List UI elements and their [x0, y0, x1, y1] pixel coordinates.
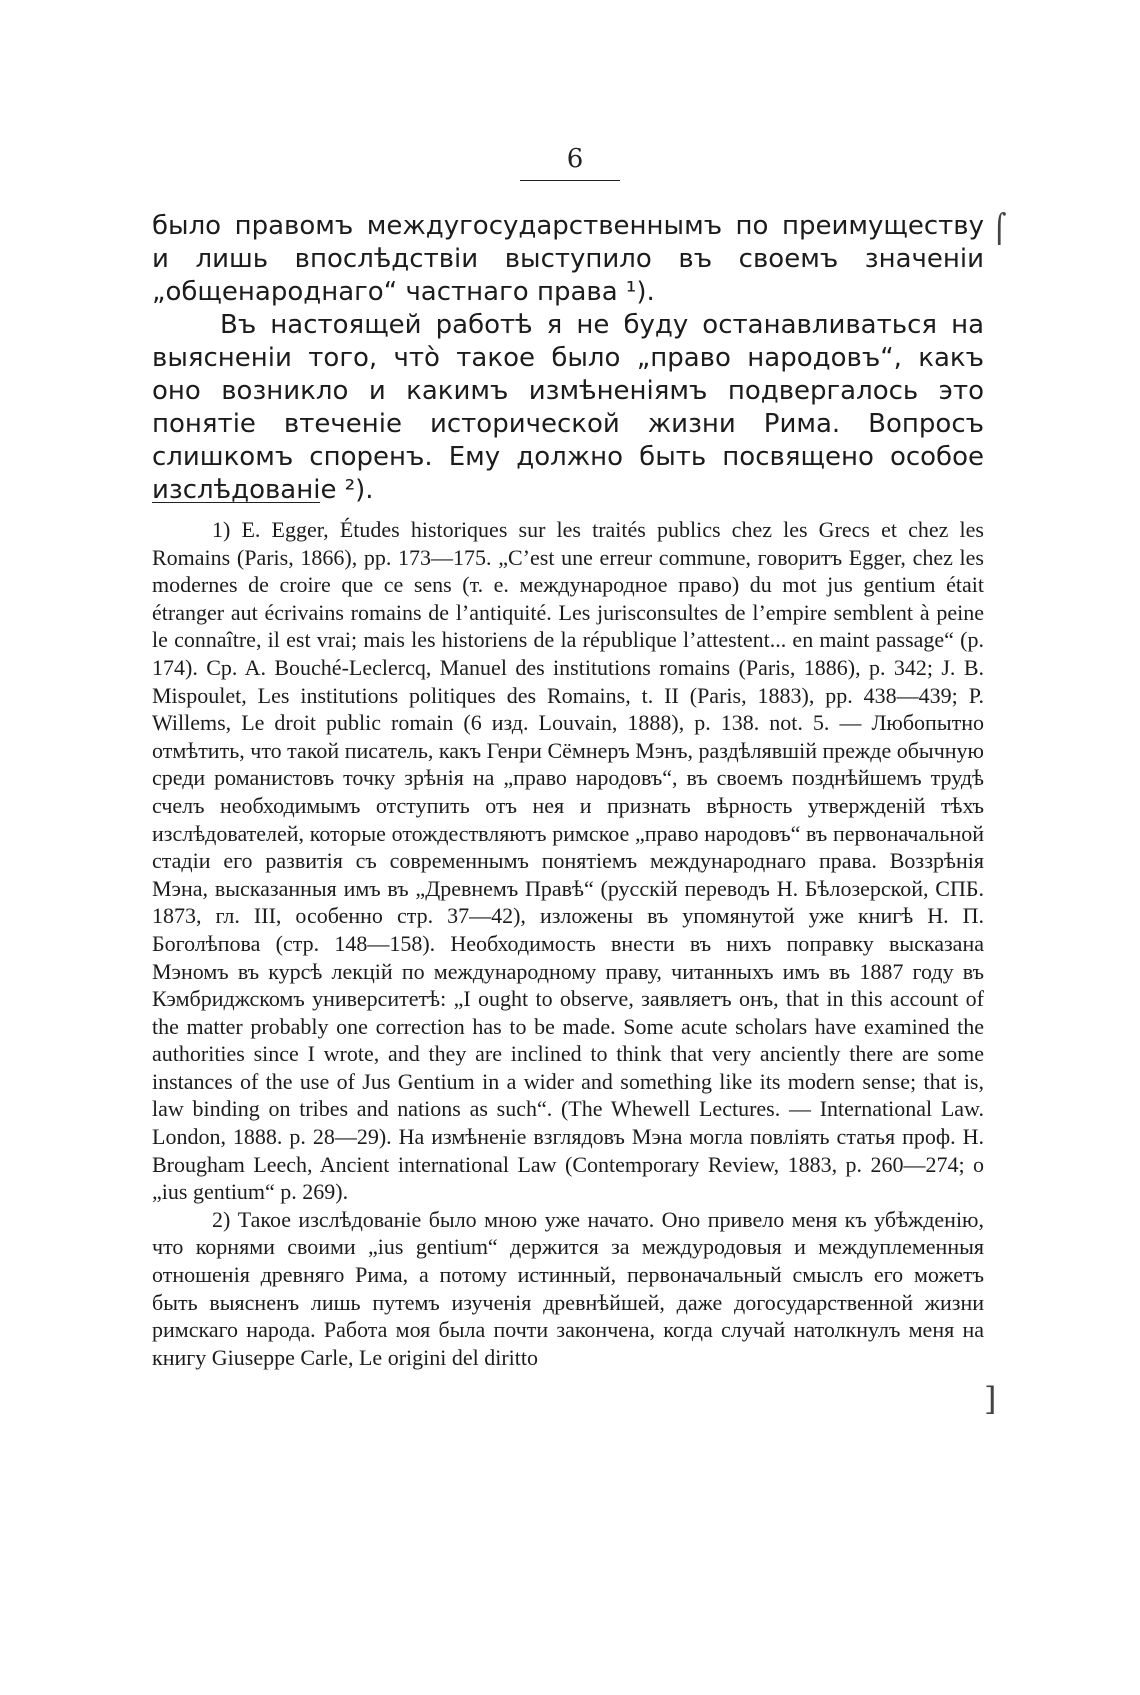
header-rule — [520, 180, 620, 181]
margin-bracket-mark: ⌠ — [992, 212, 1007, 245]
main-paragraph-1: было правомъ междугосударственнымъ по преимуществу и лишь впослѣдствіи выступило въ своемъ значеніи „общенароднаго“ частнаго права ¹). — [152, 211, 984, 307]
margin-bracket-mark-2: ] — [984, 1380, 997, 1418]
main-text — [152, 210, 984, 507]
footnote-1: 1) E. Egger, Études historiques sur les traités publics chez les Grecs et chez les Romains (Paris, 1866), pp. 173—175. „C’est une erreur commune, говоритъ Egger, chez les modernes de croire que ce sens (т. е. международное право) du mot jus gentium était étranger aut écrivains romains de l’antiquité. Les jurisconsultes de l’empire semblent à peine le connaître, il est vrai; mais les historiens de la république l’attestent... en maint passage“ (p. 174). Cp. A. Bouché-Leclercq, Manuel des institutions romains (Paris, 1886), p. 342; J. B. Mispoulet, Les institutions politiques des Romains, t. II (Paris, 1883), pp. 438—439; P. Willems, Le droit public romain (6 изд. Louvain, 1888), p. 138. not. 5. — Любопытно отмѣтить, что такой писатель, какъ Генри Сёмнеръ Мэнъ, раздѣлявшій прежде обычную среди романистовъ точку зрѣнія на „право народовъ“, въ своемъ позднѣйшемъ трудѣ счелъ необходимымъ отступить отъ нея и признать вѣрность утвержденій тѣхъ изслѣдователей, которые отождествляютъ римское „право народовъ“ въ первоначальной стадіи его развитія съ современнымъ понятіемъ международнаго права. Воззрѣнія Мэна, высказанныя имъ въ „Древнемъ Правѣ“ (русскій переводъ Н. Бѣлозерской, СПБ. 1873, гл. III, особенно стр. 37—42), изложены въ упомянутой уже книгѣ Н. П. Боголѣпова (стр. 148—158). Необходимость внести въ нихъ поправку высказана Мэномъ въ курсѣ лекцій по международному праву, читанныхъ имъ въ 1887 году въ Кэмбриджскомъ университетѣ: „I ought to observe, заявляетъ онъ, that in this account of the matter probably one correction has to be made. Some acute scholars have examined the authorities since I wrote, and they are inclined to think that very anciently there are some instances of the use of Jus Gentium in a wider and something like its modern sense; that is, law binding on tribes and nations as such“. (The Whewell Lectures. — International Law. London, 1888. p. 28—29). На измѣненіе взглядовъ Мэна могла повліять статья проф. H. Brougham Leech, Ancient international Law (Contemporary Review, 1883, p. 260—274; o „ius gentium“ p. 269). — [152, 517, 984, 1205]
footnote-2: 2) Такое изслѣдованіе было мною уже начато. Оно привело меня къ убѣжденію, что корнями своими „ius gentium“ держится за междуродовыя и междуплеменныя отношенія древняго Рима, а потому истинный, первоначальный смыслъ его можетъ быть выясненъ лишь путемъ изученія древнѣйшей, даже догосударственной жизни римскаго народа. Работа моя была почти закончена, когда случай натолкнулъ меня на книгу Giuseppe Carle, Le origini del diritto — [152, 1206, 984, 1370]
footnote-separator — [152, 502, 320, 503]
footnotes — [152, 516, 984, 1371]
page-number: 6 — [566, 144, 584, 174]
main-paragraph-2: Въ настоящей работѣ я не буду останавливаться на выясненіи того, что̀ такое было „право народовъ“, какъ оно возникло и какимъ измѣненіямъ подвергалось это понятіе втеченіе исторической жизни Рима. Вопросъ слишкомъ споренъ. Ему должно быть посвящено особое изслѣдованіе ²). — [152, 310, 984, 505]
